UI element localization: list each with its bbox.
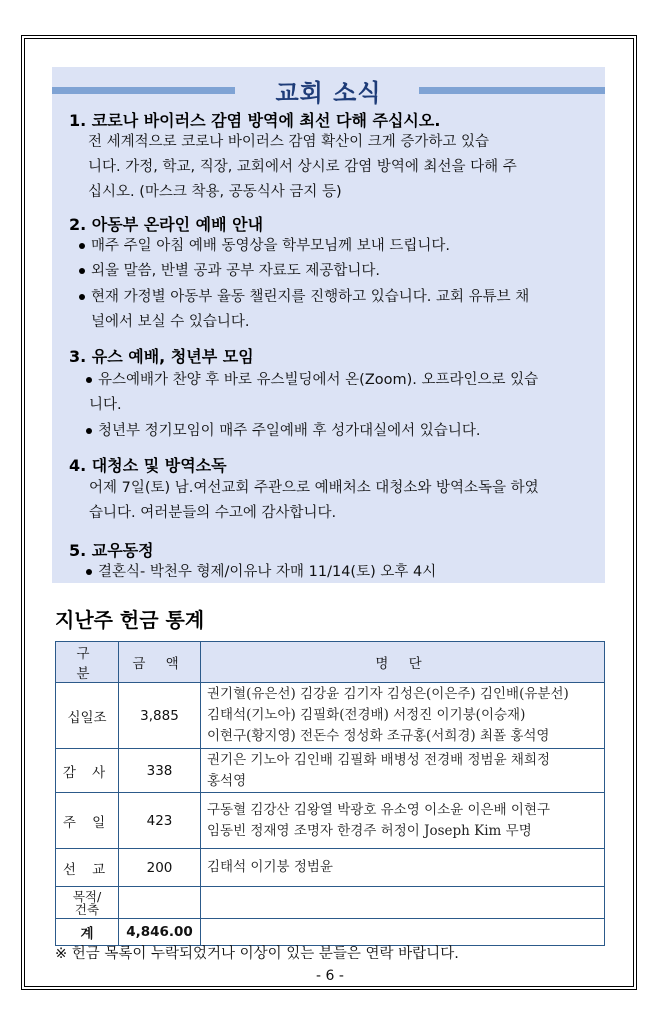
header-names: 명 단 bbox=[201, 642, 605, 683]
total-label: 계 bbox=[56, 919, 119, 946]
section-4-line: 습니다. 여러분들의 수고에 감사합니다. bbox=[89, 505, 337, 521]
bullet-item-continued: 니다. bbox=[89, 397, 122, 413]
row-category: 목적/ 건축 bbox=[56, 887, 119, 919]
bullet-item: 외울 말씀, 반별 공과 공부 자료도 제공합니다. bbox=[79, 259, 380, 284]
section-4-line: 어제 7일(토) 남.여선교회 주관으로 예배처소 대청소와 방역소독을 하였 bbox=[89, 480, 539, 496]
bullet-icon bbox=[86, 428, 92, 434]
section-1-line: 니다. 가정, 학교, 직장, 교회에서 상시로 감염 방역에 최선을 다해 주 bbox=[88, 159, 517, 175]
bullet-item: 결혼식- 박천우 형제/이유나 자매 11/14(토) 오후 4시 bbox=[86, 560, 436, 585]
section-5-heading: 5. 교우동정 bbox=[69, 541, 154, 560]
row-category: 감 사 bbox=[56, 749, 119, 793]
table-row bbox=[56, 887, 605, 919]
bullet-icon bbox=[79, 268, 85, 274]
page-number: - 6 - bbox=[316, 968, 344, 984]
table-row bbox=[56, 749, 605, 793]
total-amount: 4,846.00 bbox=[119, 919, 201, 946]
section-2-heading: 2. 아동부 온라인 예배 안내 bbox=[69, 215, 264, 234]
bullet-icon bbox=[79, 243, 85, 249]
row-amount: 200 bbox=[119, 849, 201, 887]
bullet-item-continued: 널에서 보실 수 있습니다. bbox=[91, 314, 250, 330]
offering-stats-title: 지난주 헌금 통계 bbox=[55, 608, 205, 632]
bullet-item: 유스예배가 찬양 후 바로 유스빌딩에서 온(Zoom). 오프라인으로 있습 bbox=[86, 368, 538, 393]
row-names: 권기혈(유은선) 김강윤 김기자 김성은(이은주) 김인배(유분선) 김태석(기노아) 김필화(전경배) 서정진 이기붕(이승재) 이현구(황지영) 전돈수 정성화 조규홍(서희경) 최폴 홍석영 bbox=[201, 683, 605, 749]
header-amount: 금 액 bbox=[119, 642, 201, 683]
table-header-row bbox=[56, 642, 605, 683]
table-row bbox=[56, 683, 605, 749]
row-amount: 3,885 bbox=[119, 683, 201, 749]
row-category: 주 일 bbox=[56, 793, 119, 849]
section-1-line: 전 세계적으로 코로나 바이러스 감염 확산이 크게 증가하고 있습 bbox=[88, 134, 490, 150]
header-category: 구 분 bbox=[56, 642, 119, 683]
bullet-item: 매주 주일 아침 예배 동영상을 학부모님께 보내 드립니다. bbox=[79, 234, 450, 259]
news-title: 교회 소식 bbox=[52, 73, 605, 108]
offering-table bbox=[55, 641, 605, 946]
section-1-line: 십시오. (마스크 착용, 공동식사 금지 등) bbox=[88, 184, 342, 200]
table-row bbox=[56, 793, 605, 849]
row-amount: 423 bbox=[119, 793, 201, 849]
bullet-icon bbox=[86, 377, 92, 383]
row-category: 십일조 bbox=[56, 683, 119, 749]
bullet-item: 청년부 정기모임이 매주 주일예배 후 성가대실에서 있습니다. bbox=[86, 419, 480, 444]
row-names bbox=[201, 887, 605, 919]
row-names: 권기은 기노아 김인배 김필화 배병성 전경배 정범윤 채희정 홍석영 bbox=[201, 749, 605, 793]
section-3-heading: 3. 유스 예배, 청년부 모임 bbox=[69, 347, 254, 366]
row-amount bbox=[119, 887, 201, 919]
table-row bbox=[56, 849, 605, 887]
bullet-item: 현재 가정별 아동부 율동 챌린지를 진행하고 있습니다. 교회 유튜브 채 bbox=[79, 285, 529, 310]
offering-note: ※ 헌금 목록이 누락되었거나 이상이 있는 분들은 연락 바랍니다. bbox=[55, 946, 459, 962]
section-4-heading: 4. 대청소 및 방역소독 bbox=[69, 456, 227, 475]
bullet-icon bbox=[86, 569, 92, 575]
row-names: 구동혈 김강산 김왕열 박광호 유소영 이소윤 이은배 이현구 임동빈 정재영 조명자 한경주 허정이 Joseph Kim 무명 bbox=[201, 793, 605, 849]
row-category: 선 교 bbox=[56, 849, 119, 887]
row-amount: 338 bbox=[119, 749, 201, 793]
bullet-icon bbox=[79, 294, 85, 300]
church-news-box bbox=[52, 67, 605, 583]
section-1-heading: 1. 코로나 바이러스 감염 방역에 최선 다해 주십시오. bbox=[69, 111, 441, 130]
row-names: 김태석 이기붕 정범윤 bbox=[201, 849, 605, 887]
